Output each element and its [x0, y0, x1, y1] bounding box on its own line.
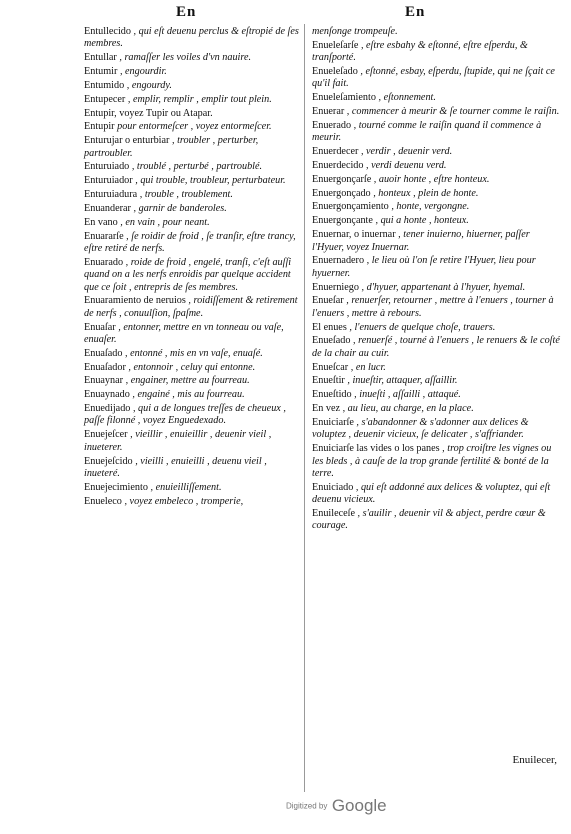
dictionary-entry [84, 429, 302, 454]
dictionary-entry [312, 417, 560, 442]
entry-definition: , troubler , perturber, partroubler. [84, 135, 259, 159]
dictionary-entry [312, 92, 560, 104]
entry-definition: , emplir, remplir , emplir tout plein. [125, 93, 272, 105]
entry-definition: , inueſtir, attaquer, aſſaillir. [344, 375, 458, 387]
dictionary-entry [312, 375, 560, 387]
entry-headword: Enturuiador [84, 175, 133, 187]
entry-headword: Enuarado [84, 256, 124, 268]
entry-headword: Enuernadero [312, 255, 365, 267]
dictionary-entry [312, 362, 560, 374]
dictionary-entry [84, 389, 302, 401]
entry-definition: , engainé , mis au fourreau. [129, 389, 245, 401]
entry-definition: , au lieu, au charge, en la place. [340, 403, 474, 415]
entry-definition: , inueſti , aſſailli , attaqué. [351, 389, 461, 401]
entry-headword: Enueſado [312, 335, 351, 347]
left-column [84, 26, 302, 509]
entry-headword: Enuerdecido [312, 159, 364, 171]
right-column [312, 26, 560, 534]
entry-definition: , troublé , perturbé , partroublé. [129, 161, 263, 173]
entry-definition: , honteux , plein de honte. [370, 187, 479, 199]
entry-headword: Enuaſador [84, 361, 126, 373]
entry-definition: , qui trouble, troubleur, perturbateur. [132, 175, 286, 187]
entry-definition: , en vain , pour neant. [117, 216, 210, 228]
entry-headword: Enturujar o enturbiar [84, 135, 170, 147]
dictionary-entry [312, 282, 560, 294]
entry-headword: Enuernar, o inuernar [312, 229, 396, 241]
dictionary-entry [312, 229, 560, 254]
entry-definition: , roide de froid , engelé, tranſi, c'eſt auſſi quand on a les nerfs enroidis par quelque accident que ce ſoit , entrepris de ſes membres. [84, 256, 292, 293]
dictionary-entry [312, 120, 560, 145]
dictionary-entry [312, 215, 560, 227]
dictionary-entry [84, 161, 302, 173]
entry-definition: , qui a honte , honteux. [372, 215, 469, 227]
entry-headword: Entumir [84, 66, 118, 78]
entry-headword: Enuerar [312, 106, 345, 118]
dictionary-entry [84, 257, 302, 294]
entry-definition: , ſe roidir de froid , ſe tranſir, eſtre trancy, eſtre retiré de nerfs. [84, 230, 296, 254]
entry-headword: En vano [84, 216, 118, 228]
left-running-head: En [176, 4, 197, 20]
entry-headword: Enuaramiento de neruios [84, 295, 186, 307]
entry-definition: , en lucr. [348, 361, 386, 373]
entry-definition: , garnir de banderoles. [130, 202, 227, 214]
entry-headword: Entullar [84, 52, 117, 64]
digitized-by-label: Digitized by [286, 801, 328, 811]
dictionary-entry [84, 66, 302, 78]
entry-definition: , s'abandonner & s'adonner aux delices & voluptez , deuenir vicieux, ſe delicater , s'affriander. [312, 416, 529, 441]
entry-headword: Enuaſado [84, 347, 123, 359]
entry-definition: , qui eſt addonné aux delices & voluptez, qui eſt deuenu vicieux. [312, 481, 551, 506]
entry-definition: , entonner, mettre en vn tonneau ou vaſe, enuaſer. [84, 321, 284, 345]
entry-definition: , vieilli , enuieilli , deuenu vieil , inueteré. [84, 455, 267, 479]
entry-headword: Enuiciado [312, 481, 354, 493]
dictionary-entry [312, 255, 560, 280]
entry-headword: Enueleſamiento [312, 92, 376, 104]
dictionary-entry [312, 188, 560, 200]
dictionary-entry [84, 403, 302, 428]
entry-headword: Entupecer [84, 93, 126, 105]
dictionary-entry [84, 121, 302, 133]
entry-definition: , engourdy. [124, 79, 172, 91]
entry-definition: , renuerſé , tourné à l'enuers , le renuers & le coſté de la chair au cuir. [312, 335, 560, 359]
dictionary-entry [312, 66, 560, 91]
dictionary-entry [312, 322, 560, 334]
entry-definition: , verdir , deuenir verd. [358, 146, 453, 158]
entry-definition: , tener inuierno, hiuerner, paſſer l'Hyuer, voyez Inuernar. [312, 229, 530, 253]
dictionary-entry [84, 348, 302, 360]
entry-definition: , s'auilir , deuenir vil & abject, perdre cœur & courage. [312, 507, 546, 532]
entry-headword: Enueſcar [312, 361, 349, 373]
entry-headword: Enuararſe [84, 230, 124, 242]
dictionary-entry [312, 295, 560, 320]
entry-headword: Enuejeſcido [84, 455, 133, 467]
dictionary-entry [84, 375, 302, 387]
dictionary-entry [84, 135, 302, 160]
entry-headword: En vez [312, 403, 341, 415]
entry-definition: , engourdir. [117, 66, 167, 78]
dictionary-entry [84, 189, 302, 201]
dictionary-entry [84, 52, 302, 64]
entry-headword: Enuiciarſe las vides o los panes [312, 443, 440, 455]
entry-headword: Enuergonçante [312, 215, 373, 227]
entry-headword: Enueleco [84, 495, 122, 507]
dictionary-entry [312, 443, 560, 480]
entry-definition: , ramaſſer les voiles d'vn nauire. [116, 52, 252, 64]
entry-definition: , trouble , troublement. [137, 189, 233, 201]
right-running-head: En [405, 4, 426, 20]
entry-headword: Enueleſado [312, 66, 358, 78]
entry-definition: , renuerſer, retourner , mettre à l'enuers , tourner à l'enuers , mettre à rebours. [312, 295, 554, 319]
dictionary-entry [312, 106, 560, 118]
entry-definition: , qui a de longues treſſes de cheueux , paſſe filonné , voyez Enguedexado. [84, 403, 286, 427]
entry-definition: , auoir honte , eſtre honteux. [371, 173, 490, 185]
entry-headword: Enuaynado [84, 389, 130, 401]
dictionary-entry [84, 496, 302, 508]
dictionary-entry [84, 456, 302, 481]
dictionary-entry [84, 175, 302, 187]
entry-definition: , roidiſſement & retirement de nerfs , conuulſion, ſpaſme. [84, 295, 298, 319]
entry-headword: Enuaſar [84, 321, 116, 333]
dictionary-entry [312, 40, 560, 65]
google-logo: Google [331, 796, 387, 815]
dictionary-entry [84, 108, 302, 120]
dictionary-entry [84, 217, 302, 229]
dictionary-entry [84, 322, 302, 347]
entry-definition: , d'hyuer, appartenant à l'hyuer, hyemal. [358, 281, 526, 293]
entry-headword: Enuedijado [84, 403, 131, 415]
entry-definition: , verdi deuenu verd. [363, 159, 447, 171]
entry-headword: Enuerniego [312, 281, 359, 293]
entry-headword: Enuejeſcer [84, 429, 128, 441]
digitized-by-google-watermark [286, 796, 387, 816]
dictionary-entry [84, 80, 302, 92]
dictionary-entry [312, 146, 560, 158]
entry-headword: Enuerado [312, 119, 352, 131]
entry-headword: Entumido [84, 79, 125, 91]
entry-headword: Enueſar [312, 295, 344, 307]
entry-headword: Enuejecimiento [84, 481, 148, 493]
entry-headword: Enuaynar [84, 375, 124, 387]
entry-headword: Enturuiadura [84, 189, 138, 201]
dictionary-entry [84, 26, 302, 51]
entry-definition: , l'enuers de quelque choſe, trauers. [346, 321, 496, 333]
dictionary-entry [312, 482, 560, 507]
dictionary-entry [312, 335, 560, 360]
entry-definition: , le lieu où l'on ſe retire l'Hyuer, lieu pour hyuerner. [312, 255, 536, 279]
entry-headword: Enuileceſe [312, 507, 355, 519]
entry-headword: El enues [312, 321, 347, 333]
entry-definition: , voyez embeleco , tromperie, [121, 495, 244, 507]
entry-definition: , eſtre esbahy & eſtonné, eſtre eſperdu, & tranſporté. [312, 39, 528, 64]
entry-headword: Enuergonçamiento [312, 201, 389, 213]
entry-headword: Enuergonçado [312, 187, 371, 199]
entry-headword: Enuergonçarſe [312, 173, 372, 185]
entry-definition: , tourné comme le raiſin quand il commence à meurir. [312, 119, 542, 144]
column-divider [304, 24, 305, 792]
dictionary-entry [84, 295, 302, 320]
entry-headword: Entupir [84, 121, 115, 133]
dictionary-entry [84, 203, 302, 215]
entry-definition: , eſtonnement. [375, 92, 436, 104]
dictionary-entry [84, 231, 302, 256]
entry-headword: Enuanderar [84, 202, 131, 214]
dictionary-entry [312, 160, 560, 172]
entry-definition: , entonné , mis en vn vaſe, enuaſé. [122, 347, 263, 359]
entry-definition: , engainer, mettre au fourreau. [123, 375, 250, 387]
dictionary-entry [84, 94, 302, 106]
entry-headword: Enuiciarſe [312, 416, 354, 428]
entry-definition: pour entormeſcer , voyez entormeſcer. [114, 121, 272, 133]
entry-definition: , trop croiſtre les vignes ou les bleds , à cauſe de la trop grande fertilité & bonté de la terre. [312, 443, 552, 479]
entry-headword: Enuerdecer [312, 146, 359, 158]
entry-headword: Enueſtido [312, 389, 352, 401]
entry-definition: , eſtonné, esbay, eſperdu, ſtupide, qui ne ſçait ce qu'il fait. [312, 66, 555, 90]
entry-definition: menſonge trompeuſe. [312, 26, 398, 37]
entry-definition: , entonnoir , celuy qui entonne. [125, 361, 256, 373]
dictionary-entry [84, 482, 302, 494]
dictionary-entry [312, 403, 560, 415]
entry-definition: , honte, vergongne. [388, 201, 470, 213]
entry-definition: , enuieilliſſement. [147, 481, 222, 493]
entry-definition: , vieillir , enuieillir , deuenir vieil , inueterer. [84, 429, 272, 453]
dictionary-entry [312, 26, 560, 38]
dictionary-entry [84, 362, 302, 374]
dictionary-entry [312, 201, 560, 213]
entry-definition: , qui eſt deuenu perclus & eſtropié de ſes membres. [84, 26, 299, 50]
entry-headword: Enueleſarſe [312, 39, 359, 51]
entry-headword: Entullecido [84, 26, 131, 37]
entry-definition: , commencer à meurir & ſe tourner comme le raiſin. [344, 106, 560, 118]
entry-headword: Entupir, voyez Tupir ou Atapar. [84, 107, 213, 119]
dictionary-entry [312, 508, 560, 533]
entry-headword: Enueſtir [312, 375, 345, 387]
dictionary-entry [312, 174, 560, 186]
dictionary-entry [312, 389, 560, 401]
entry-headword: Enturuiado [84, 161, 130, 173]
catchword: Enuilecer, [512, 754, 557, 766]
